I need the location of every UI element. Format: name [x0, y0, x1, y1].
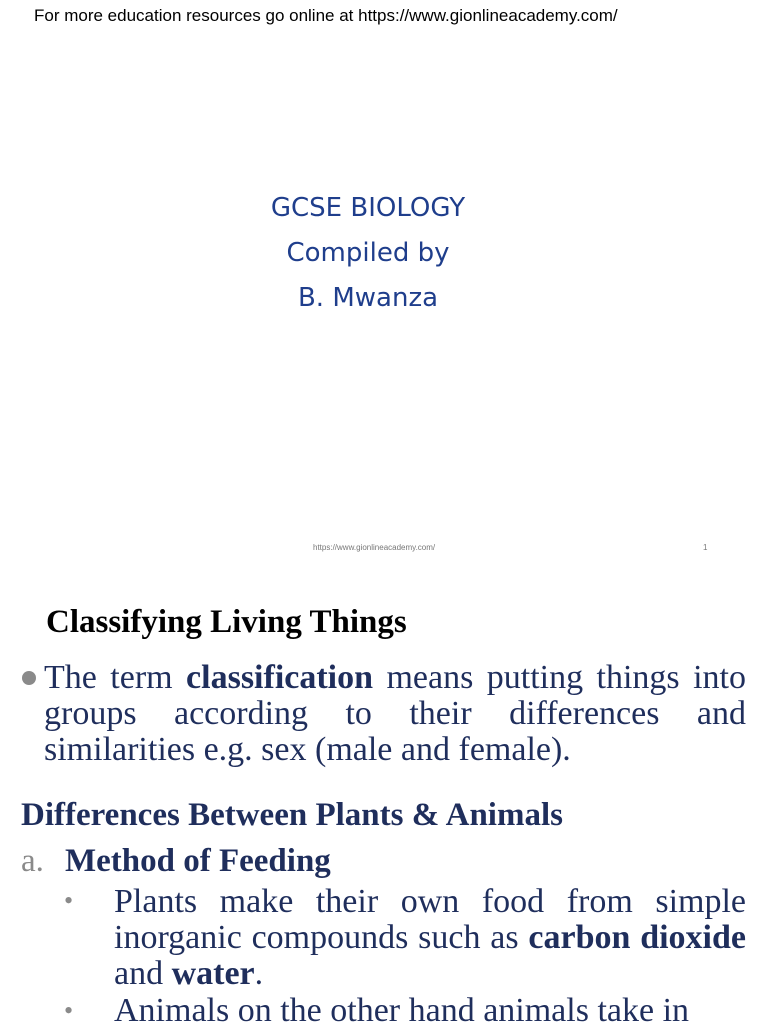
slide-page-number: 1	[703, 543, 708, 552]
item-text: Plants make their own food from simple inorganic compounds such as	[114, 883, 746, 956]
bullet-icon: •	[64, 996, 74, 1025]
sub-heading: Method of Feeding	[65, 843, 331, 879]
source-note: For more education resources go online at https://www.gionlineacademy.com/	[34, 6, 618, 25]
item-text: .	[254, 955, 264, 992]
differences-heading: Differences Between Plants & Animals	[21, 797, 563, 833]
item-bold-term: water	[171, 955, 255, 992]
cover-title	[0, 186, 736, 321]
item-bold-term: carbon dioxide	[528, 919, 746, 956]
slide-footer-url: https://www.gionlineacademy.com/	[313, 543, 436, 552]
para-text: The term	[44, 659, 187, 696]
bullet-icon: •	[64, 886, 74, 915]
para-text: means putting things into groups according to their differences and similarities e.g. sex (male and female).	[44, 659, 746, 768]
list-item: Animals on the other hand animals take in	[114, 992, 690, 1029]
section-heading: Classifying Living Things	[46, 604, 407, 640]
para-bold-term: classification	[186, 659, 374, 696]
item-text: and	[114, 955, 172, 992]
sub-list-letter: a.	[21, 843, 44, 879]
cover-title-line: GCSE BIOLOGY	[270, 193, 466, 223]
classification-paragraph	[44, 660, 746, 768]
cover-author-line: B. Mwanza	[297, 283, 439, 313]
list-item	[114, 884, 746, 992]
cover-compiled-line: Compiled by	[286, 238, 450, 268]
bullet-icon	[22, 671, 36, 685]
